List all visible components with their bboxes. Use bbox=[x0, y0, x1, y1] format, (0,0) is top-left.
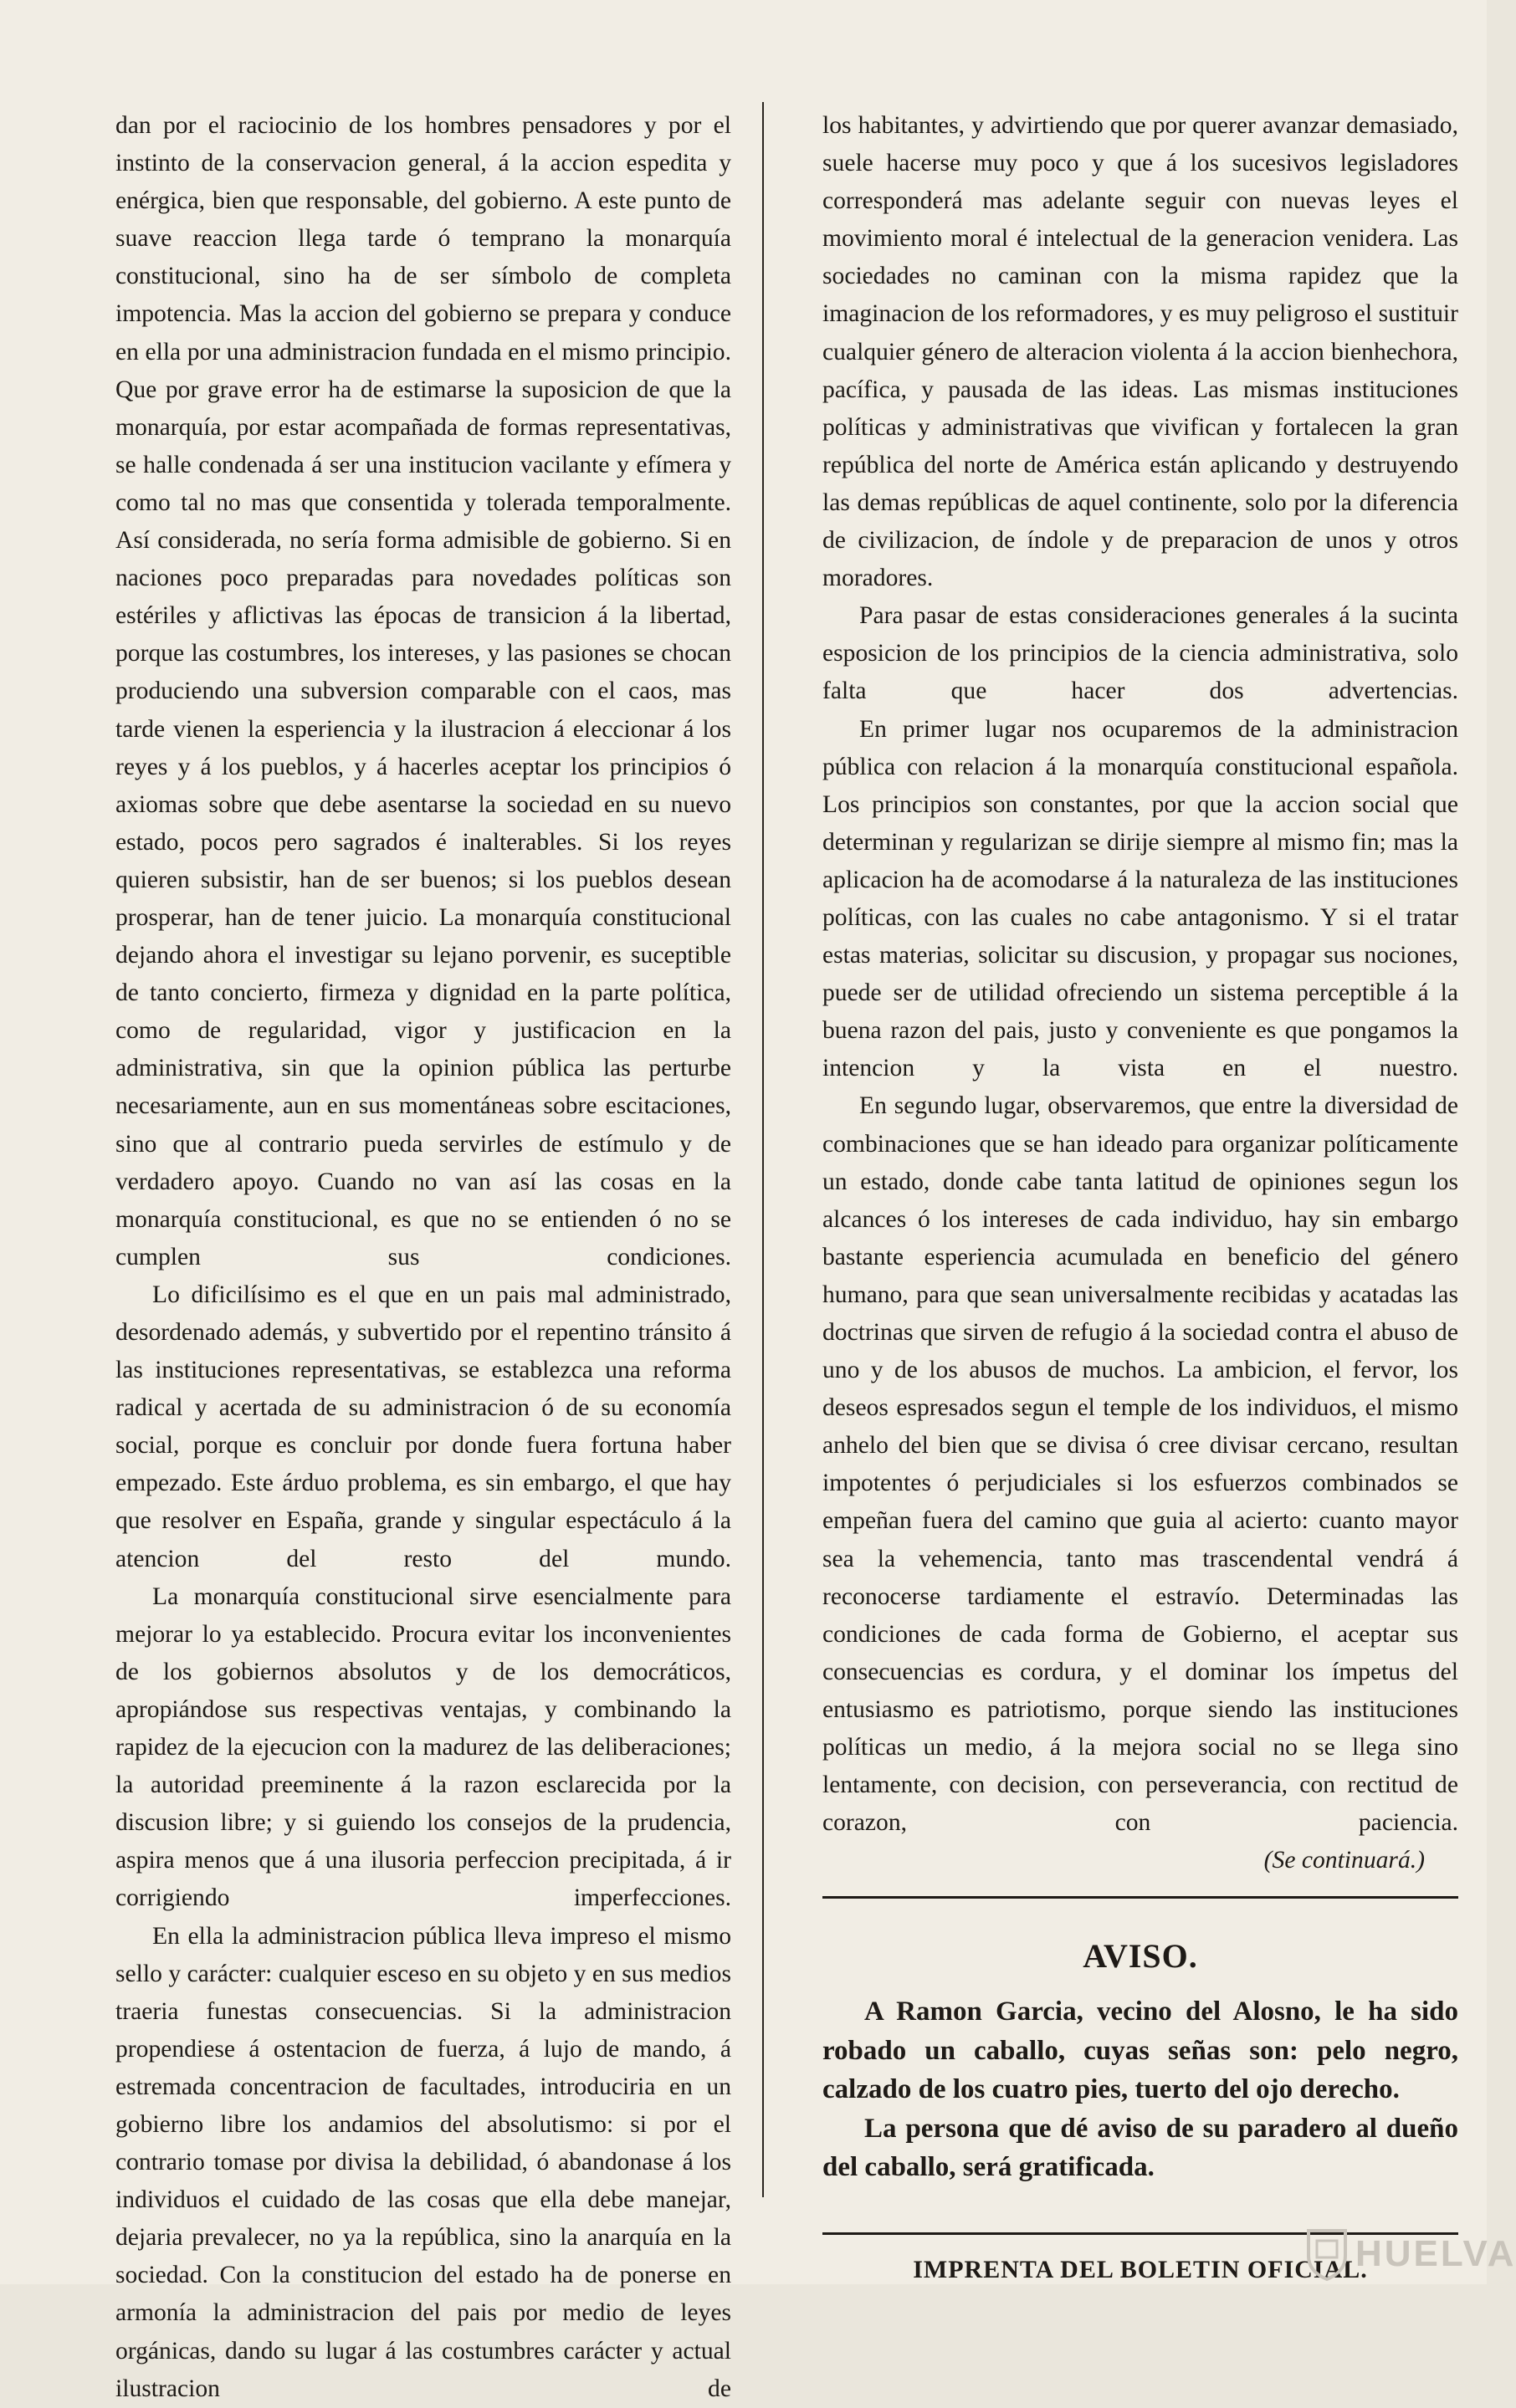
right-column bbox=[822, 107, 1458, 2287]
notice-paragraph-1: A Ramon Garcia, vecino del Alosno, le ha sido robado un caballo, cuyas señas son: pelo negro, calzado de los cuatro pies, tuerto del ojo derecho. bbox=[822, 1996, 1458, 2105]
right-paragraph-3: En primer lugar nos ocuparemos de la administracion pública con relacion á la monarquía constitucional española. Los principios son constantes, por que la accion social que determinan y regularizan se dirije siempre al mismo fin; mas la aplicacion ha de acomodarse á la naturaleza de las instituciones políticas, con las cuales no cabe antagonismo. Y si el tratar estas materias, solicitar su discusion, y propagar sus nociones, puede ser de utilidad ofreciendo un sistema perceptible á la buena razon del pais, justo y conveniente es que pongamos la intencion y la vista en el nuestro. bbox=[822, 715, 1458, 1082]
left-paragraph-1: dan por el raciocinio de los hombres pensadores y por el instinto de la conservacion general, á la accion espedita y enérgica, bien que responsable, del gobierno. A este punto de suave reaccion llega tarde ó temprano la monarquía constitucional, sino ha de ser símbolo de completa impotencia. Mas la accion del gobierno se prepara y conduce en ella por una administracion fundada en el mismo principio. Que por grave error ha de estimarse la suposicion de que la monarquía, por estar acompañada de formas representativas, se halle condenada á ser una institucion vacilante y efímera y como tal no mas que consentida y tolerada temporalmente. Así considerada, no sería forma admisible de gobierno. Si en naciones poco preparadas para novedades políticas son estériles y aflictivas las épocas de transicion á la libertad, porque las costumbres, los intereses, y las pasiones se chocan produciendo una subversion comparable con el caos, mas tarde vienen la esperiencia y la ilustracion á eleccionar á los reyes y á los pueblos, y á hacerles aceptar los principios ó axiomas sobre que debe asentarse la sociedad en su nuevo estado, pocos pero sagrados é inalterables. Si los reyes quieren subsistir, han de ser buenos; si los pueblos desean prosperar, han de tener juicio. La monarquía constitucional dejando ahora el investigar su lejano porvenir, es suceptible de tanto concierto, firmeza y dignidad en la parte política, como de regularidad, vigor y justificacion en la administrativa, sin que la opinion pública las perturbe necesariamente, aun en sus momentáneas sobre escitaciones, sino que al contrario pueda servirles de estímulo y de verdadero apoyo. Cuando no van así las cosas en la monarquía constitucional, es que no se entienden ó no se cumplen sus condiciones. bbox=[115, 112, 731, 1270]
right-paragraph-1: los habitantes, y advirtiendo que por querer avanzar demasiado, suele hacerse muy poco y que á los sucesivos legisladores corresponderá mas adelante seguir con nuevas leyes el movimiento moral é intelectual de la generacion venidera. Las sociedades no caminan con la misma rapidez que la imaginacion de los reformadores, y es muy peligroso el sustituir cualquier género de alteracion violenta á la accion bienhechora, pacífica, y pausada de las ideas. Las mismas instituciones políticas y administrativas que vivifican y fortalecen la gran república del norte de América están aplicando y destruyendo las demas repúblicas de aquel continente, solo por la diferencia de civilizacion, de índole y de preparacion de unos y otros moradores. bbox=[822, 112, 1458, 592]
left-paragraph-4: En ella la administracion pública lleva impreso el mismo sello y carácter: cualquier esceso en su objeto y en sus medios traeria funestas consecuencias. Si la administracion propendiese á ostentacion de fuerza, á lujo de mando, á estremada concentracion de facultades, introduciria en un gobierno libre los andamios del absolutismo: si por el contrario tomase por divisa la debilidad, ó abandonase á los individuos el cuidado de las cosas que ella debe manejar, dejaria prevalecer, no ya la república, sino la anarquía en la sociedad. Con la constitucion del estado ha de ponerse en armonía la administracion del pais por medio de leyes orgánicas, dando su lugar á las costumbres carácter y actual ilustracion de bbox=[115, 1922, 731, 2402]
watermark-text: HUELVA bbox=[1355, 2233, 1516, 2274]
right-paragraph-2: Para pasar de estas consideraciones generales á la sucinta esposicion de los principios de la ciencia administrativa, solo falta que hacer dos advertencias. bbox=[822, 602, 1458, 705]
notice-section bbox=[822, 1935, 1458, 2187]
section-rule bbox=[822, 1896, 1458, 1899]
left-paragraph-2: Lo dificilísimo es el que en un pais mal administrado, desordenado además, y subvertido por el repentino tránsito á las instituciones representativas, se establezca una reforma radical y acertada de su administracion ó de su economía social, porque es concluir por donde fuera fortuna haber empezado. Este árduo problema, es sin embargo, el que hay que resolver en España, grande y singular espectáculo á la atencion del resto del mundo. bbox=[115, 1281, 731, 1572]
notice-title: AVISO. bbox=[1083, 1937, 1198, 1976]
archive-watermark bbox=[1305, 2225, 1516, 2283]
column-divider bbox=[762, 102, 764, 2197]
right-paragraph-4: En segundo lugar, observaremos, que entre la diversidad de combinaciones que se han ideado para organizar políticamente un estado, donde cabe tanta latitud de opiniones segun los alcances ó los intereses de cada individuo, hay sin embargo bastante esperiencia acumulada en beneficio del género humano, para que sean universalmente recibidas y acatadas las doctrinas que sirven de refugio á la sociedad contra el abuso de uno y de los abusos de muchos. La ambicion, el fervor, los deseos espresados segun el temple de los individuos, el mismo anhelo del bien que se divisa ó cree divisar cercano, resultan impotentes ó perjudiciales si los esfuerzos combinados se empeñan fuera del camino que guia al acierto: cuanto mayor sea la vehemencia, tanto mas trascendental vendrá á reconocerse tardiamente el estravío. Determinadas las condiciones de cada forma de Gobierno, el aceptar sus consecuencias es cordura, y el dominar los ímpetus del entusiasmo es patriotismo, porque siendo las instituciones políticas un medio, á la mejora social no se llega sino lentamente, con decision, con perseverancia, con rectitud de corazon, con paciencia. bbox=[822, 1092, 1458, 1837]
notice-paragraph-2: La persona que dé aviso de su paradero al dueño del caballo, será gratificada. bbox=[822, 2113, 1458, 2183]
continuation-note: (Se continuará.) bbox=[1263, 1847, 1425, 1874]
left-column bbox=[115, 107, 731, 2408]
coat-of-arms-icon bbox=[1305, 2227, 1349, 2281]
left-paragraph-3: La monarquía constitucional sirve esencialmente para mejorar lo ya establecido. Procura evitar los inconvenientes de los gobiernos absolutos y de los democráticos, apropiándose sus respectivas ventajas, y combinando la rapidez de la ejecucion con la madurez de las deliberaciones; la autoridad preeminente á la razon esclarecida por la discusion libre; y si guiendo los consejos de la prudencia, aspira menos que á una ilusoria perfeccion precipitada, á ir corrigiendo imperfecciones. bbox=[115, 1582, 731, 1912]
printer-imprint: IMPRENTA DEL BOLETIN OFICIAL. bbox=[913, 2255, 1368, 2283]
